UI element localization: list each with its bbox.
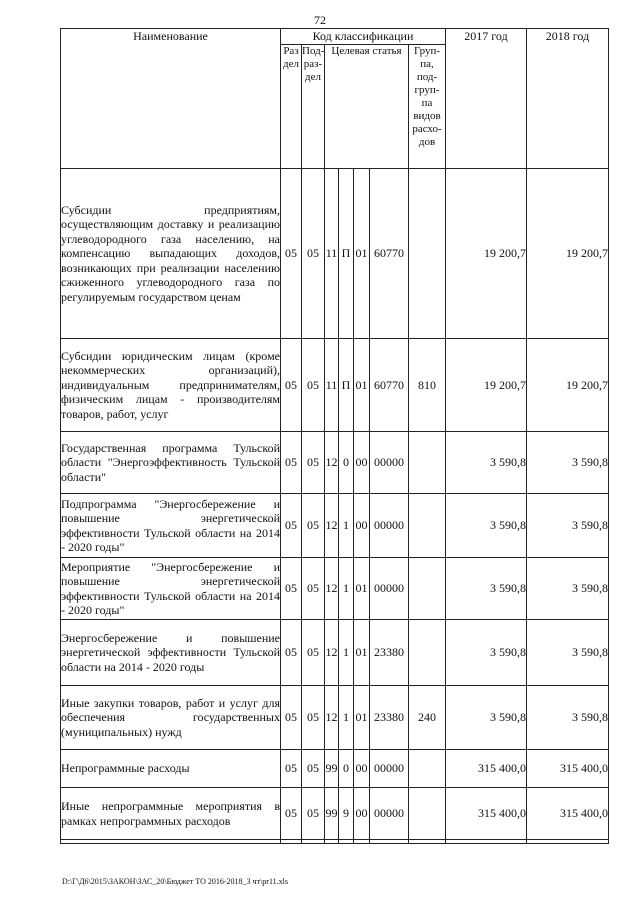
spacer-cell (409, 840, 446, 844)
row-target-subprogram: 1 (339, 620, 354, 686)
row-name: Иные непрограммные мероприятия в рамках непрограммных расходов (61, 788, 281, 840)
row-expense-type (409, 788, 446, 840)
row-section: 05 (281, 558, 302, 620)
row-amount-2018: 19 200,7 (527, 339, 609, 432)
row-expense-type (409, 750, 446, 788)
row-target-direction: 00000 (370, 494, 409, 558)
row-expense-type (409, 494, 446, 558)
row-amount-2018: 3 590,8 (527, 432, 609, 494)
row-name: Энергосбережение и повышение энергетической эффективности Тульской области на 2014 - 2020 годы (61, 620, 281, 686)
row-target-program: 12 (325, 494, 339, 558)
header-year-2018: 2018 год (527, 29, 609, 169)
row-section: 05 (281, 494, 302, 558)
header-section: Раз дел (281, 45, 302, 169)
header-target-article: Целевая статья (325, 45, 409, 169)
row-subsection: 05 (302, 432, 325, 494)
row-target-program: 11 (325, 339, 339, 432)
spacer-cell (354, 840, 370, 844)
header-name: Наименование (61, 29, 281, 169)
spacer-cell (281, 840, 302, 844)
spacer-cell (325, 840, 339, 844)
row-section: 05 (281, 432, 302, 494)
row-target-program: 12 (325, 686, 339, 750)
row-name: Непрограммные расходы (61, 750, 281, 788)
row-expense-type (409, 432, 446, 494)
row-target-program: 99 (325, 750, 339, 788)
spacer-cell (302, 840, 325, 844)
row-amount-2017: 19 200,7 (446, 339, 527, 432)
table-row (61, 494, 609, 558)
table-spacer-row (61, 840, 609, 844)
row-target-direction: 00000 (370, 558, 409, 620)
row-target-direction: 23380 (370, 620, 409, 686)
row-amount-2018: 3 590,8 (527, 558, 609, 620)
row-target-event: 01 (354, 686, 370, 750)
row-expense-type (409, 169, 446, 339)
row-target-direction: 23380 (370, 686, 409, 750)
row-subsection: 05 (302, 494, 325, 558)
row-target-subprogram: П (339, 339, 354, 432)
row-section: 05 (281, 788, 302, 840)
row-subsection: 05 (302, 686, 325, 750)
row-expense-type (409, 620, 446, 686)
row-expense-type: 240 (409, 686, 446, 750)
row-subsection: 05 (302, 169, 325, 339)
row-amount-2018: 315 400,0 (527, 788, 609, 840)
header-expense-group: Груп- па, под- груп- па видов расхо- дов (409, 45, 446, 169)
row-amount-2018: 3 590,8 (527, 494, 609, 558)
table-row (61, 558, 609, 620)
row-expense-type (409, 558, 446, 620)
row-target-subprogram: 0 (339, 750, 354, 788)
table-header (61, 29, 609, 169)
table-row (61, 432, 609, 494)
spacer-cell (446, 840, 527, 844)
table-row (61, 686, 609, 750)
spacer-cell (527, 840, 609, 844)
table-row (61, 788, 609, 840)
row-target-event: 01 (354, 558, 370, 620)
row-section: 05 (281, 169, 302, 339)
row-target-program: 12 (325, 558, 339, 620)
row-target-direction: 00000 (370, 750, 409, 788)
row-target-program: 11 (325, 169, 339, 339)
row-target-program: 12 (325, 620, 339, 686)
row-subsection: 05 (302, 339, 325, 432)
row-target-event: 01 (354, 339, 370, 432)
table-row (61, 620, 609, 686)
page-number: 72 (314, 13, 326, 27)
table-row (61, 750, 609, 788)
row-amount-2018: 19 200,7 (527, 169, 609, 339)
row-name: Государственная программа Тульской области "Энергоэффективность Тульской области" (61, 432, 281, 494)
table-row (61, 169, 609, 339)
row-amount-2018: 3 590,8 (527, 620, 609, 686)
row-name: Иные закупки товаров, работ и услуг для обеспечения государственных (муниципальных) нужд (61, 686, 281, 750)
row-section: 05 (281, 686, 302, 750)
budget-table (60, 28, 609, 844)
row-subsection: 05 (302, 788, 325, 840)
row-target-event: 00 (354, 432, 370, 494)
row-target-subprogram: 9 (339, 788, 354, 840)
table-row (61, 339, 609, 432)
spacer-cell (339, 840, 354, 844)
row-amount-2017: 3 590,8 (446, 558, 527, 620)
row-amount-2018: 3 590,8 (527, 686, 609, 750)
row-target-direction: 00000 (370, 432, 409, 494)
row-section: 05 (281, 620, 302, 686)
row-target-event: 00 (354, 750, 370, 788)
row-amount-2017: 19 200,7 (446, 169, 527, 339)
row-subsection: 05 (302, 750, 325, 788)
row-amount-2017: 315 400,0 (446, 750, 527, 788)
row-target-event: 00 (354, 788, 370, 840)
row-target-subprogram: 1 (339, 686, 354, 750)
row-section: 05 (281, 339, 302, 432)
row-target-event: 00 (354, 494, 370, 558)
row-name: Субсидии юридическим лицам (кроме некоммерческих организаций), индивидуальным предпринимателям, физическим лицам - производителям товаров, работ, услуг (61, 339, 281, 432)
table-body (61, 169, 609, 844)
row-target-direction: 60770 (370, 169, 409, 339)
row-target-event: 01 (354, 169, 370, 339)
row-name: Подпрограмма "Энергосбережение и повышение энергетической эффективности Тульской области на 2014 - 2020 годы" (61, 494, 281, 558)
row-target-subprogram: П (339, 169, 354, 339)
row-name: Мероприятие "Энергосбережение и повышение энергетической эффективности Тульской области на 2014 - 2020 годы" (61, 558, 281, 620)
header-subsection: Под- раз- дел (302, 45, 325, 169)
row-section: 05 (281, 750, 302, 788)
row-target-direction: 60770 (370, 339, 409, 432)
spacer-cell (370, 840, 409, 844)
row-amount-2017: 3 590,8 (446, 620, 527, 686)
row-target-subprogram: 1 (339, 558, 354, 620)
header-year-2017: 2017 год (446, 29, 527, 169)
row-name: Субсидии предприятиям, осуществляющим доставку и реализацию углеводородного газа населению, на компенсацию выпадающих доходов, возникающих при реализации населению сжиженного углеводородного газа по регулируемым государством ценам (61, 169, 281, 339)
row-amount-2018: 315 400,0 (527, 750, 609, 788)
header-code-group: Код классификации (281, 29, 446, 45)
row-subsection: 05 (302, 620, 325, 686)
row-amount-2017: 3 590,8 (446, 494, 527, 558)
row-target-program: 99 (325, 788, 339, 840)
row-amount-2017: 315 400,0 (446, 788, 527, 840)
row-expense-type: 810 (409, 339, 446, 432)
spacer-cell (61, 840, 281, 844)
row-target-program: 12 (325, 432, 339, 494)
row-target-event: 01 (354, 620, 370, 686)
row-target-subprogram: 1 (339, 494, 354, 558)
row-amount-2017: 3 590,8 (446, 686, 527, 750)
row-amount-2017: 3 590,8 (446, 432, 527, 494)
file-path-footer: D:\Г\Д6\2015\ЗАКОН\ЗАС_20\Бюджет ТО 2016-2018_3 чт\pr11.xls (62, 877, 288, 886)
row-subsection: 05 (302, 558, 325, 620)
row-target-subprogram: 0 (339, 432, 354, 494)
row-target-direction: 00000 (370, 788, 409, 840)
